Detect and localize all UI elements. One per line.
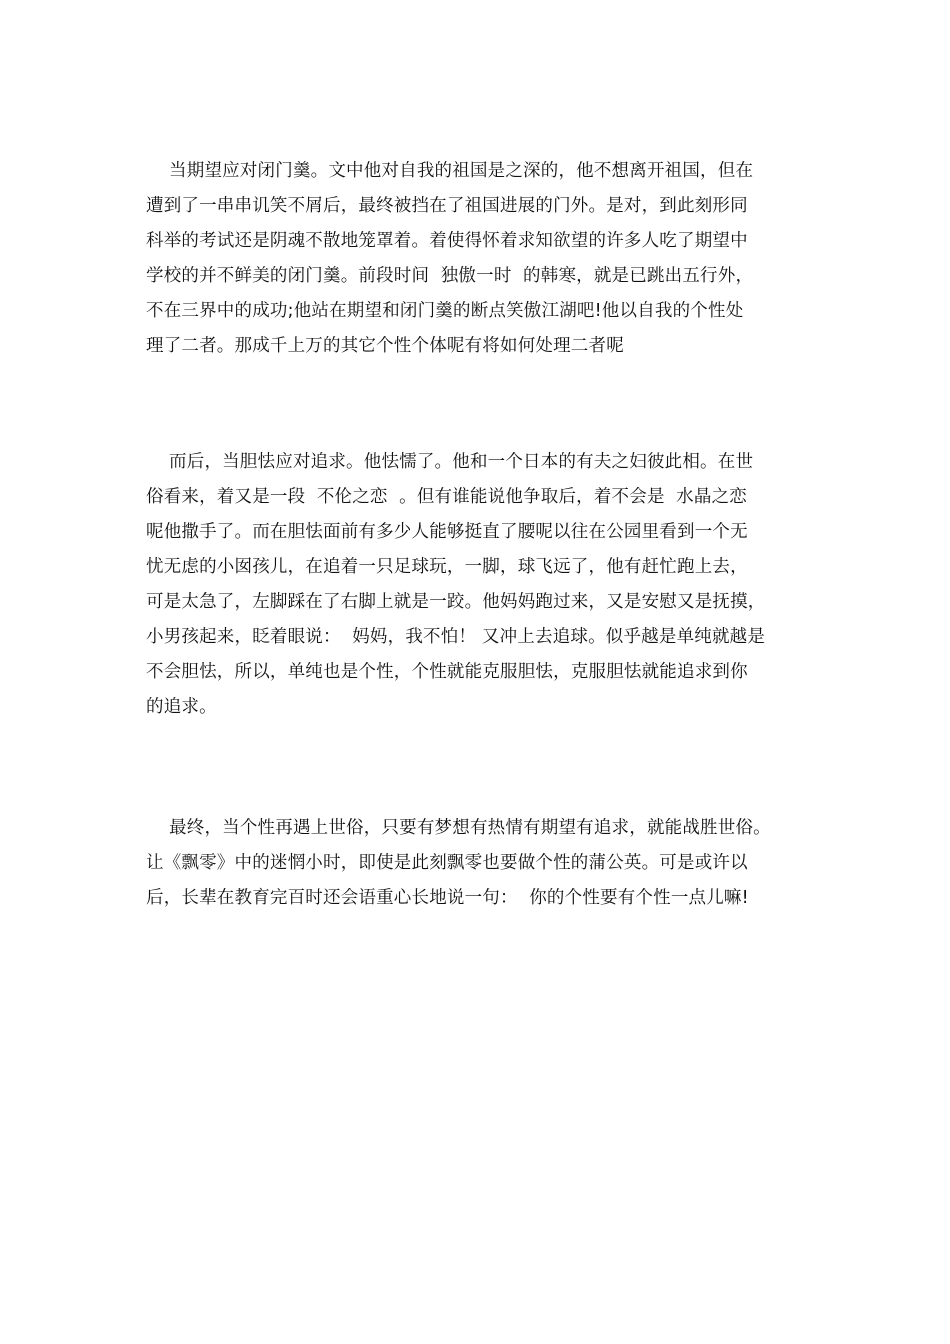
text-line: 忧无虑的小囡孩儿，在追着一只足球玩，一脚，球飞远了，他有赶忙跑上去， xyxy=(146,557,748,577)
text-line: 可是太急了，左脚踩在了右脚上就是一跤。他妈妈跑过来，又是安慰又是抚摸， xyxy=(146,592,766,612)
text-line: 而后，当胆怯应对追求。他怯懦了。他和一个日本的有夫之妇彼此相。在世 xyxy=(146,452,754,472)
text-line: 科举的考试还是阴魂不散地笼罩着。着使得怀着求知欲望的许多人吃了期望中 xyxy=(146,231,748,251)
text-line: 最终，当个性再遇上世俗，只要有梦想有热情有期望有追求，就能战胜世俗。 xyxy=(146,818,771,838)
text-line: 理了二者。那成千上万的其它个性个体呢有将如何处理二者呢 xyxy=(146,336,624,356)
paragraph-1 xyxy=(146,154,846,364)
text-line: 呢他撒手了。而在胆怯面前有多少人能够挺直了腰呢以往在公园里看到一个无 xyxy=(146,522,748,542)
paragraph-2 xyxy=(146,445,846,725)
text-line: 学校的并不鲜美的闭门羹。前段时间 独傲一时 的韩寒，就是已跳出五行外， xyxy=(146,266,754,286)
text-line: 俗看来，着又是一段 不伦之恋 。但有谁能说他争取后，着不会是 水晶之恋 xyxy=(146,487,747,507)
text-line: 小男孩起来，眨着眼说： 妈妈，我不怕！ 又冲上去追球。似乎越是单纯就越是 xyxy=(146,627,766,647)
text-line: 不在三界中的成功;他站在期望和闭门羹的断点笑傲江湖吧!他以自我的个性处 xyxy=(146,301,744,321)
text-line: 后，长辈在教育完百时还会语重心长地说一句： 你的个性要有个性一点儿嘛! xyxy=(146,888,749,908)
text-line: 遭到了一串串讥笑不屑后，最终被挡在了祖国进展的门外。是对，到此刻形同 xyxy=(146,196,748,216)
paragraph-3 xyxy=(146,811,846,916)
text-line: 的追求。 xyxy=(146,697,217,717)
text-line: 不会胆怯，所以，单纯也是个性，个性就能克服胆怯，克服胆怯就能追求到你 xyxy=(146,662,748,682)
text-line: 当期望应对闭门羹。文中他对自我的祖国是之深的，他不想离开祖国，但在 xyxy=(146,161,754,181)
text-line: 让《飘零》中的迷惘小时，即使是此刻飘零也要做个性的蒲公英。可是或许以 xyxy=(146,853,748,873)
